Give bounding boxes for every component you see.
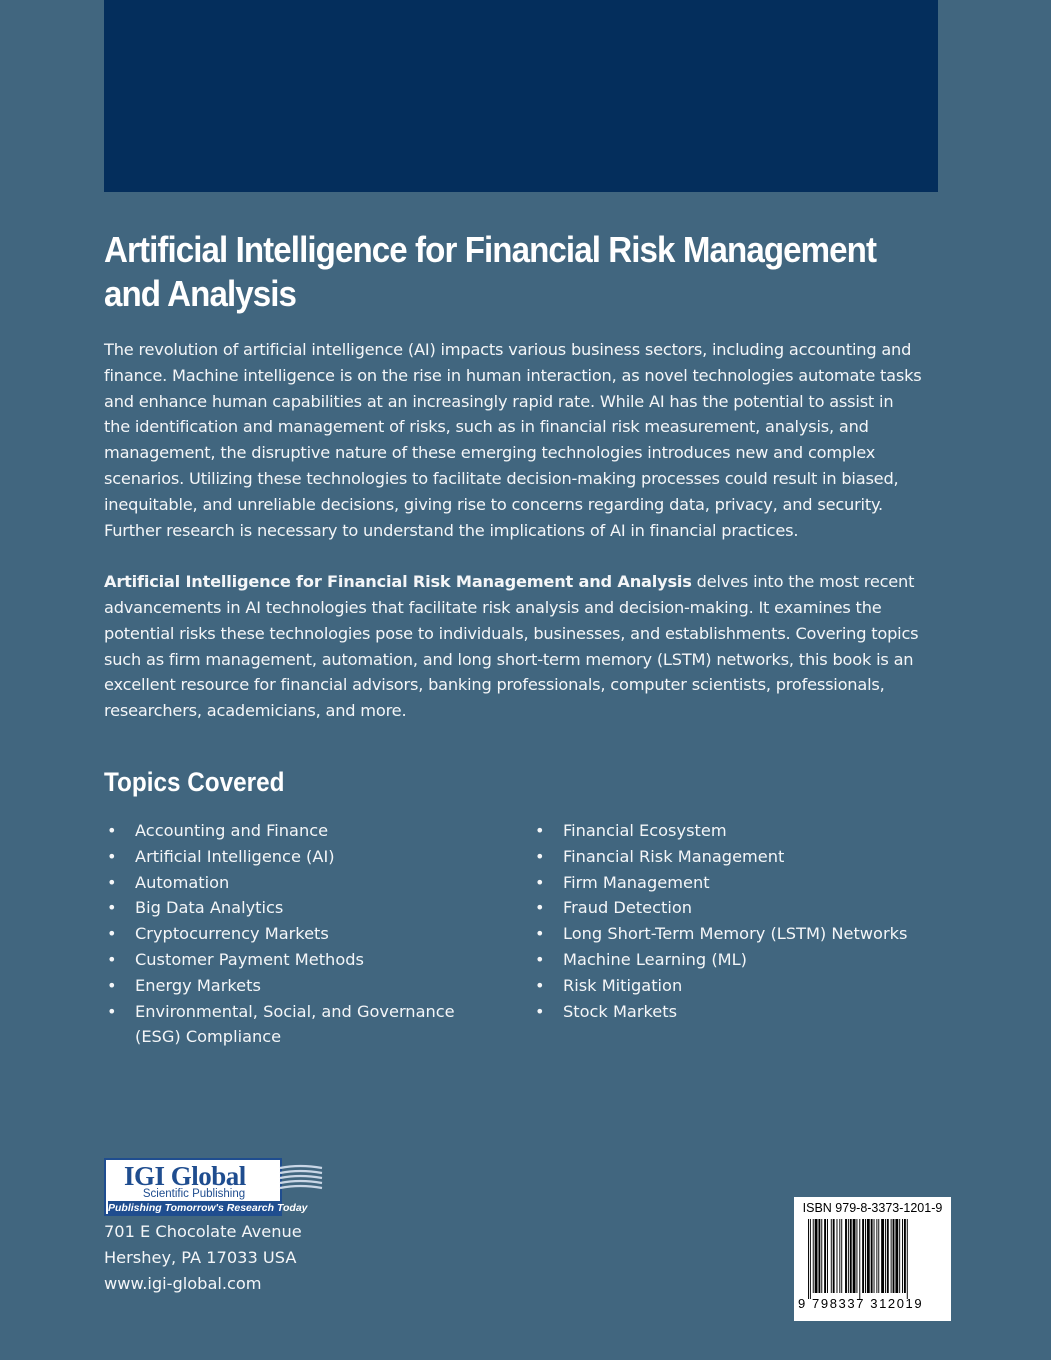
topics-heading: Topics Covered <box>104 767 285 797</box>
barcode-bar <box>899 1219 900 1293</box>
barcode-bar <box>885 1219 886 1293</box>
bullet-icon: • <box>535 898 545 918</box>
barcode-bar <box>824 1219 826 1293</box>
barcode-bar <box>895 1219 898 1293</box>
barcode-bar <box>845 1219 847 1293</box>
bullet-icon: • <box>107 975 117 995</box>
bullet-icon: • <box>107 898 117 918</box>
isbn-barcode <box>794 1197 951 1321</box>
bullet-icon: • <box>535 924 545 944</box>
barcode-bar <box>874 1219 875 1293</box>
topic-label: Fraud Detection <box>563 898 693 918</box>
barcode-bar <box>902 1219 903 1293</box>
barcode-bar <box>881 1219 884 1293</box>
barcode-bars <box>808 1219 940 1303</box>
topic-label: Cryptocurrency Markets <box>135 924 329 944</box>
barcode-bar <box>907 1219 908 1299</box>
logo-swoosh-icon <box>280 1164 322 1192</box>
topic-item <box>104 895 484 921</box>
barcode-bar <box>878 1219 879 1293</box>
barcode-bar <box>808 1219 809 1299</box>
topics-list-left <box>104 818 484 1050</box>
barcode-bar <box>850 1219 852 1293</box>
barcode-bar <box>865 1219 866 1293</box>
barcode-bar <box>837 1219 838 1293</box>
topic-item <box>532 973 952 999</box>
barcode-bar <box>859 1219 860 1299</box>
topic-item <box>104 870 484 896</box>
bullet-icon: • <box>535 872 545 892</box>
topics-list-right <box>532 818 952 1024</box>
bullet-icon: • <box>535 1001 545 1021</box>
description-paragraph-2 <box>104 569 924 724</box>
bullet-icon: • <box>535 821 545 840</box>
barcode-bar <box>887 1219 889 1293</box>
cover-banner <box>104 0 938 192</box>
topic-label: Risk Mitigation <box>563 975 683 995</box>
barcode-bar <box>876 1219 877 1293</box>
book-title: Artificial Intelligence for Financial Risk Management and Analysis <box>104 229 877 314</box>
barcode-bar <box>810 1219 811 1299</box>
bullet-icon: • <box>107 949 117 969</box>
logo-name: IGI Global <box>124 1161 246 1191</box>
topic-label: Accounting and Finance <box>135 821 329 840</box>
barcode-digits: 9 798337 312019 <box>798 1296 924 1311</box>
book-description <box>104 337 924 750</box>
barcode-bar <box>841 1219 842 1293</box>
description-paragraph-1: The revolution of artificial intelligence (AI) impacts various business sectors, including accounting and finance. Machine intelligence is on the rise in human interaction, as novel technologies automate tasks and enhance human capabilities at an increasingly rapid rate. While AI has the potential to assist in the identification and management of risks, such as in financial risk measurement, analysis, and management, the disruptive nature of these emerging technologies introduces new and complex scenarios. Utilizing these technologies to facilitate decision-making processes could result in biased, inequitable, and unreliable decisions, giving rise to concerns regarding data, privacy, and security. Further research is necessary to understand the implications of AI in financial practices. <box>104 340 922 540</box>
topic-label: Machine Learning (ML) <box>563 949 747 969</box>
topic-label: Environmental, Social, and Governance (ESG) Compliance <box>135 1001 455 1047</box>
barcode-bar <box>893 1219 895 1293</box>
topic-label: Energy Markets <box>135 975 261 995</box>
topic-item <box>104 973 484 999</box>
barcode-bar <box>821 1219 822 1293</box>
publisher-logo <box>104 1158 320 1220</box>
address-line-1: 701 E Chocolate Avenue <box>104 1222 302 1241</box>
topic-item <box>104 999 484 1051</box>
bullet-icon: • <box>107 1001 117 1021</box>
topic-label: Firm Management <box>563 872 710 892</box>
topic-item <box>532 895 952 921</box>
topic-label: Artificial Intelligence (AI) <box>135 846 335 866</box>
topic-label: Automation <box>135 872 230 892</box>
topic-label: Financial Risk Management <box>563 846 785 866</box>
topic-item <box>532 818 952 844</box>
barcode-bar <box>871 1219 873 1293</box>
topic-item <box>104 947 484 973</box>
bullet-icon: • <box>107 821 117 840</box>
barcode-bar <box>813 1219 814 1293</box>
topic-label: Stock Markets <box>563 1001 678 1021</box>
bullet-icon: • <box>107 872 117 892</box>
logo-tagline: Publishing Tomorrow's Research Today <box>108 1202 308 1214</box>
publisher-address <box>104 1219 302 1297</box>
topic-item <box>532 844 952 870</box>
logo-box <box>104 1158 308 1216</box>
barcode-bar <box>815 1219 818 1293</box>
barcode-bar <box>904 1219 906 1293</box>
publisher-website: www.igi-global.com <box>104 1274 262 1293</box>
isbn-label: ISBN 979-8-3373-1201-9 <box>802 1201 943 1215</box>
topic-item <box>532 947 952 973</box>
topic-item <box>532 870 952 896</box>
barcode-bar <box>867 1219 870 1293</box>
barcode-bar <box>833 1219 835 1293</box>
topic-item <box>532 921 952 947</box>
topic-label: Financial Ecosystem <box>563 821 727 840</box>
barcode-bar <box>891 1219 892 1293</box>
topic-label: Customer Payment Methods <box>135 949 364 969</box>
topic-item <box>104 921 484 947</box>
description-paragraph-2-text: delves into the most recent advancements in AI technologies that facilitate risk analysis and decision-making. It examines the potential risks these technologies pose to individuals, businesses, and establishments. Covering topics such as firm management, automation, and long short-term memory (LSTM) networks, this book is an excellent resource for financial advisors, banking professionals, computer scientists, professionals, researchers, academicians, and more. <box>104 572 919 721</box>
logo-subtitle: Scientific Publishing <box>142 1188 246 1200</box>
barcode-bar <box>831 1219 832 1293</box>
topic-label: Long Short-Term Memory (LSTM) Networks <box>563 924 908 944</box>
barcode-bar <box>853 1219 856 1293</box>
topic-label: Big Data Analytics <box>135 898 284 918</box>
bullet-icon: • <box>535 949 545 969</box>
topic-item <box>104 818 484 844</box>
address-line-2: Hershey, PA 17033 USA <box>104 1248 297 1267</box>
bullet-icon: • <box>535 975 545 995</box>
bullet-icon: • <box>535 846 545 866</box>
barcode-bar <box>839 1219 840 1293</box>
barcode-bar <box>862 1219 864 1293</box>
bullet-icon: • <box>107 846 117 866</box>
barcode-bar <box>856 1219 857 1293</box>
barcode-bar <box>827 1219 828 1293</box>
barcode-bar <box>818 1219 820 1293</box>
topic-item <box>104 844 484 870</box>
barcode-bar <box>848 1219 849 1293</box>
bullet-icon: • <box>107 924 117 944</box>
description-book-title: Artificial Intelligence for Financial Risk Management and Analysis <box>104 572 692 592</box>
topic-item <box>532 999 952 1025</box>
